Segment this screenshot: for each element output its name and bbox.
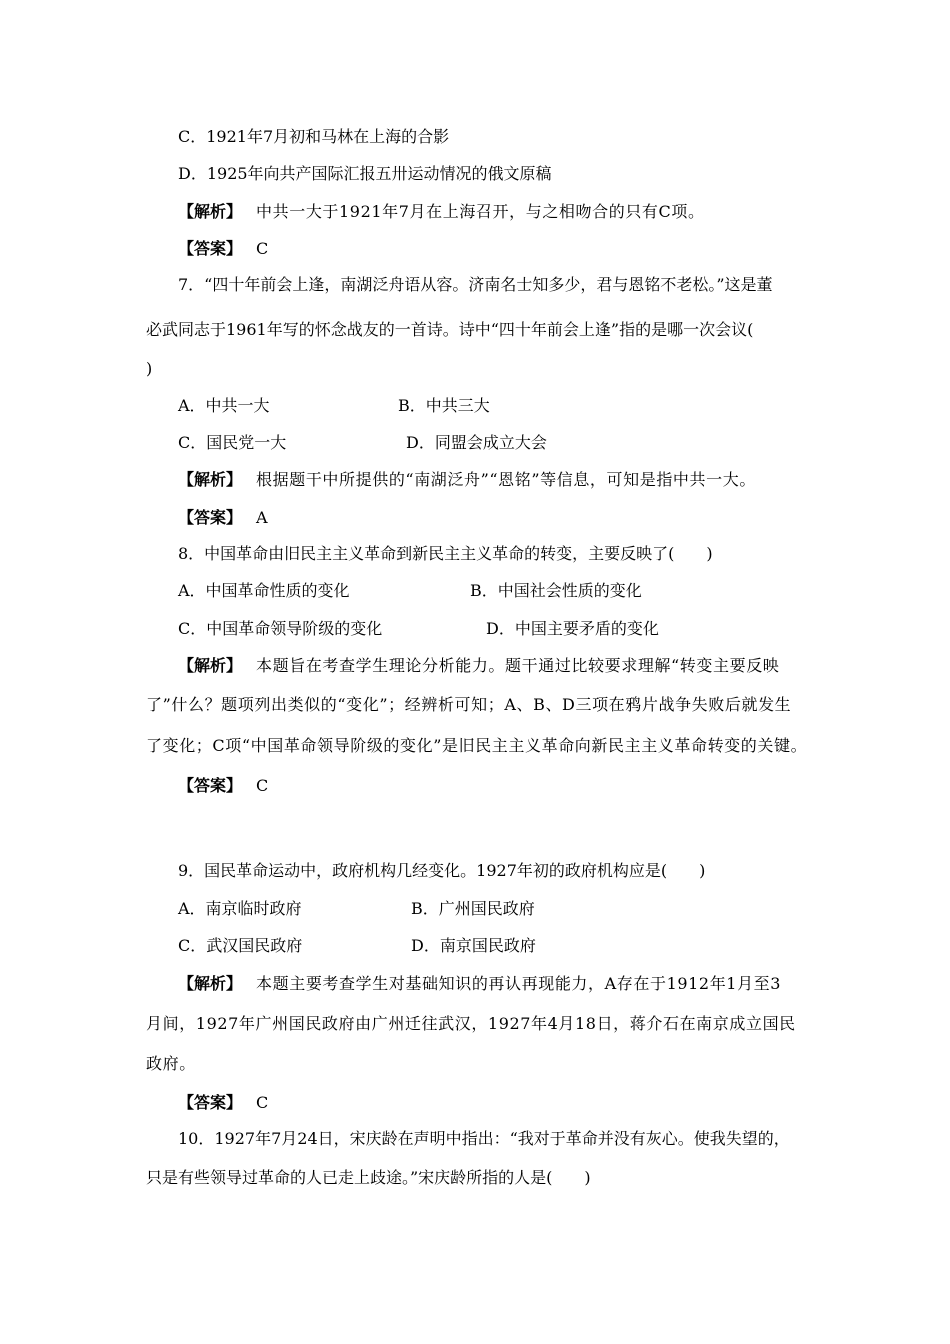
q6-option-c: C．1921年7月初和马林在上海的合影 — [178, 127, 450, 146]
analysis-text: 本题旨在考查学生理论分析能力。题干通过比较要求理解“转变主要反映 — [256, 656, 780, 675]
q6-analysis — [178, 200, 810, 224]
q9-option-d: D．南京国民政府 — [411, 936, 536, 955]
q7-option-d: D．同盟会成立大会 — [406, 433, 547, 452]
analysis-text: 中共一大于1921年7月在上海召开，与之相吻合的只有C项。 — [256, 202, 705, 221]
q10-stem-line-1: 10．1927年7月24日，宋庆龄在声明中指出：“我对于革命并没有灰心。使我失望的， — [178, 1129, 790, 1148]
q8-analysis-line-3: 了变化；C项“中国革命领导阶级的变化”是旧民主主义革命向新民主主义革命转变的关键。 — [146, 736, 808, 755]
analysis-label: 【解析】 — [178, 202, 243, 221]
answer-value: C — [256, 776, 269, 795]
q8-answer — [178, 774, 810, 798]
q7-option-b: B．中共三大 — [398, 396, 490, 415]
answer-value: C — [256, 239, 269, 258]
q8-option-b: B．中国社会性质的变化 — [470, 581, 642, 600]
q7-options-row-1 — [178, 394, 810, 418]
q7-options-row-2 — [178, 431, 810, 455]
q6-option-d: D．1925年向共产国际汇报五卅运动情况的俄文原稿 — [178, 164, 552, 183]
q7-answer — [178, 506, 810, 530]
q8-option-c: C．中国革命领导阶级的变化 — [178, 619, 383, 638]
analysis-label: 【解析】 — [178, 656, 243, 675]
q8-options-row-1 — [178, 579, 810, 603]
answer-label: 【答案】 — [178, 508, 243, 527]
analysis-label: 【解析】 — [178, 470, 243, 489]
q7-option-a: A．中共一大 — [178, 396, 270, 415]
q6-answer — [178, 237, 810, 261]
answer-label: 【答案】 — [178, 239, 243, 258]
q8-option-a: A．中国革命性质的变化 — [178, 581, 350, 600]
q9-option-c: C．武汉国民政府 — [178, 936, 303, 955]
answer-value: A — [256, 508, 268, 527]
q9-option-a: A．南京临时政府 — [178, 899, 302, 918]
q9-options-row-1 — [178, 897, 810, 921]
q9-options-row-2 — [178, 934, 810, 958]
q10-stem-line-2: 只是有些领导过革命的人已走上歧途。”宋庆龄所指的人是( ) — [146, 1168, 591, 1187]
q9-analysis-line-3: 政府。 — [146, 1054, 196, 1073]
q7-stem-line-1: 7．“四十年前会上逢，南湖泛舟语从容。济南名士知多少，君与恩铭不老松。”这是董 — [178, 275, 773, 294]
q9-stem: 9．国民革命运动中，政府机构几经变化。1927年初的政府机构应是( ) — [178, 861, 706, 880]
answer-value: C — [256, 1093, 269, 1112]
q9-analysis-line-2: 月间，1927年广州国民政府由广州迁往武汉，1927年4月18日，蒋介石在南京成立国民 — [146, 1014, 796, 1033]
analysis-text: 根据题干中所提供的“南湖泛舟”“恩铭”等信息，可知是指中共一大。 — [256, 470, 756, 489]
answer-label: 【答案】 — [178, 776, 243, 795]
q8-analysis-line-2: 了”什么？题项列出类似的“变化”；经辨析可知；A、B、D三项在鸦片战争失败后就发生 — [146, 695, 792, 714]
q7-stem-line-3: ) — [146, 359, 153, 378]
q9-answer — [178, 1091, 810, 1115]
q8-analysis-line-1 — [178, 654, 810, 678]
answer-label: 【答案】 — [178, 1093, 243, 1112]
q7-option-c: C．国民党一大 — [178, 433, 287, 452]
analysis-text: 本题主要考查学生对基础知识的再认再现能力，A存在于1912年1月至3 — [256, 974, 782, 993]
q7-stem-line-2: 必武同志于1961年写的怀念战友的一首诗。诗中“四十年前会上逢”指的是哪一次会议( — [146, 320, 754, 339]
q8-option-d: D．中国主要矛盾的变化 — [486, 619, 659, 638]
analysis-label: 【解析】 — [178, 974, 243, 993]
q7-analysis — [178, 468, 810, 492]
q8-options-row-2 — [178, 617, 810, 641]
q8-stem: 8．中国革命由旧民主主义革命到新民主主义革命的转变，主要反映了( ) — [178, 544, 713, 563]
q9-analysis-line-1 — [178, 972, 810, 996]
q9-option-b: B．广州国民政府 — [411, 899, 535, 918]
